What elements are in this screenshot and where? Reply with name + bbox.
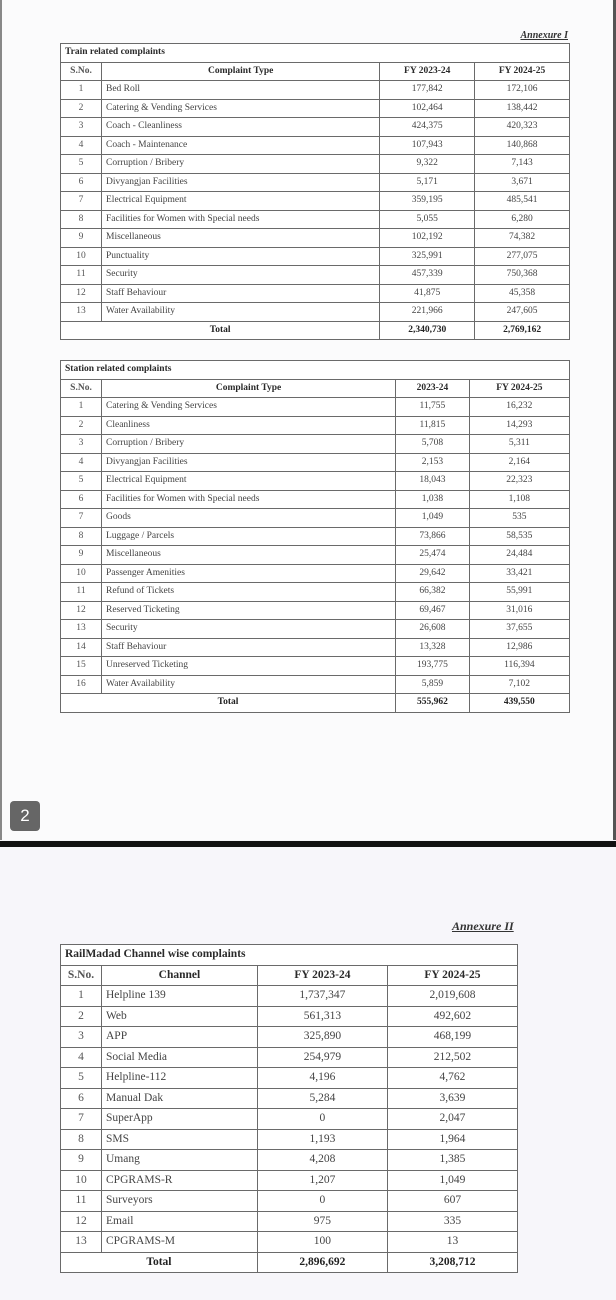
table-row bbox=[61, 435, 570, 454]
fy2023-24-cell: 1,049 bbox=[396, 509, 470, 528]
table-row bbox=[61, 546, 570, 565]
fy2024-25-cell: 1,385 bbox=[387, 1150, 517, 1171]
fy2023-24-cell: 13,328 bbox=[396, 638, 470, 657]
table-row bbox=[61, 155, 570, 174]
serial-number-cell: 11 bbox=[61, 266, 102, 285]
fy2023-24-cell: 359,195 bbox=[380, 192, 475, 211]
fy2023-24-cell: 26,608 bbox=[396, 620, 470, 639]
fy2024-25-cell: 750,368 bbox=[475, 266, 570, 285]
serial-number-cell: 16 bbox=[61, 675, 102, 694]
fy2024-25-cell: 2,047 bbox=[387, 1109, 517, 1130]
serial-number-cell: 13 bbox=[61, 1232, 102, 1253]
fy2024-25-cell: 31,016 bbox=[469, 601, 569, 620]
label-cell: Facilities for Women with Special needs bbox=[102, 490, 396, 509]
label-cell: Punctuality bbox=[102, 247, 380, 266]
serial-number-cell: 1 bbox=[61, 81, 102, 100]
table-row bbox=[61, 192, 570, 211]
fy2024-25-cell: 140,868 bbox=[475, 136, 570, 155]
serial-number-cell: 10 bbox=[61, 247, 102, 266]
table-row bbox=[61, 1170, 518, 1191]
table-header-row bbox=[61, 62, 570, 81]
label-cell: Unreserved Ticketing bbox=[102, 657, 396, 676]
fy2024-25-cell: 116,394 bbox=[469, 657, 569, 676]
column-header: Complaint Type bbox=[102, 62, 380, 81]
fy2023-24-cell: 102,464 bbox=[380, 99, 475, 118]
table-row bbox=[61, 1150, 518, 1171]
table-row bbox=[61, 638, 570, 657]
label-cell: Divyangjan Facilities bbox=[102, 453, 396, 472]
fy2023-24-cell: 1,737,347 bbox=[257, 986, 387, 1007]
fy2024-25-cell: 468,199 bbox=[387, 1027, 517, 1048]
serial-number-cell: 3 bbox=[61, 118, 102, 137]
fy2024-25-cell: 12,986 bbox=[469, 638, 569, 657]
fy2023-24-cell: 100 bbox=[257, 1232, 387, 1253]
table-row bbox=[61, 564, 570, 583]
serial-number-cell: 1 bbox=[61, 986, 102, 1007]
fy2023-24-cell: 5,055 bbox=[380, 210, 475, 229]
table-row bbox=[61, 1088, 518, 1109]
table-row bbox=[61, 1191, 518, 1212]
fy2024-25-cell: 7,143 bbox=[475, 155, 570, 174]
label-cell: Corruption / Bribery bbox=[102, 155, 380, 174]
fy2023-24-cell: 41,875 bbox=[380, 284, 475, 303]
fy2024-25-cell: 58,535 bbox=[469, 527, 569, 546]
fy2023-24-cell: 457,339 bbox=[380, 266, 475, 285]
serial-number-cell: 1 bbox=[61, 398, 102, 417]
serial-number-cell: 6 bbox=[61, 490, 102, 509]
label-cell: APP bbox=[102, 1027, 258, 1048]
serial-number-cell: 12 bbox=[61, 1211, 102, 1232]
column-header: FY 2023-24 bbox=[380, 62, 475, 81]
table-row bbox=[61, 601, 570, 620]
serial-number-cell: 2 bbox=[61, 1006, 102, 1027]
serial-number-cell: 4 bbox=[61, 136, 102, 155]
table-row bbox=[61, 416, 570, 435]
table-caption-row bbox=[61, 945, 518, 966]
total-fy2024-25: 439,550 bbox=[469, 694, 569, 713]
total-label: Total bbox=[61, 694, 396, 713]
fy2023-24-cell: 1,193 bbox=[257, 1129, 387, 1150]
table-row bbox=[61, 1109, 518, 1130]
table-row bbox=[61, 1129, 518, 1150]
table-caption: Station related complaints bbox=[61, 361, 570, 380]
serial-number-cell: 7 bbox=[61, 192, 102, 211]
label-cell: Catering & Vending Services bbox=[102, 99, 380, 118]
column-header: FY 2024-25 bbox=[469, 379, 569, 398]
table-row bbox=[61, 675, 570, 694]
label-cell: Staff Behaviour bbox=[102, 638, 396, 657]
label-cell: SMS bbox=[102, 1129, 258, 1150]
serial-number-cell: 13 bbox=[61, 620, 102, 639]
label-cell: Facilities for Women with Special needs bbox=[102, 210, 380, 229]
label-cell: Luggage / Parcels bbox=[102, 527, 396, 546]
fy2023-24-cell: 5,284 bbox=[257, 1088, 387, 1109]
fy2024-25-cell: 22,323 bbox=[469, 472, 569, 491]
label-cell: Corruption / Bribery bbox=[102, 435, 396, 454]
fy2024-25-cell: 172,106 bbox=[475, 81, 570, 100]
table-caption: Train related complaints bbox=[61, 44, 570, 63]
label-cell: Coach - Cleanliness bbox=[102, 118, 380, 137]
label-cell: CPGRAMS-R bbox=[102, 1170, 258, 1191]
label-cell: Water Availability bbox=[102, 675, 396, 694]
label-cell: CPGRAMS-M bbox=[102, 1232, 258, 1253]
label-cell: Web bbox=[102, 1006, 258, 1027]
fy2023-24-cell: 2,153 bbox=[396, 453, 470, 472]
fy2024-25-cell: 212,502 bbox=[387, 1047, 517, 1068]
table-header-row bbox=[61, 965, 518, 986]
serial-number-cell: 10 bbox=[61, 564, 102, 583]
table-row bbox=[61, 1232, 518, 1253]
fy2023-24-cell: 5,171 bbox=[380, 173, 475, 192]
fy2023-24-cell: 5,708 bbox=[396, 435, 470, 454]
serial-number-cell: 8 bbox=[61, 527, 102, 546]
fy2023-24-cell: 221,966 bbox=[380, 303, 475, 322]
fy2024-25-cell: 33,421 bbox=[469, 564, 569, 583]
serial-number-cell: 8 bbox=[61, 1129, 102, 1150]
fy2023-24-cell: 1,038 bbox=[396, 490, 470, 509]
fy2023-24-cell: 11,815 bbox=[396, 416, 470, 435]
fy2023-24-cell: 5,859 bbox=[396, 675, 470, 694]
table-row bbox=[61, 620, 570, 639]
serial-number-cell: 5 bbox=[61, 1068, 102, 1089]
table-row bbox=[61, 398, 570, 417]
total-row bbox=[61, 1252, 518, 1273]
serial-number-cell: 10 bbox=[61, 1170, 102, 1191]
fy2023-24-cell: 25,474 bbox=[396, 546, 470, 565]
total-fy2024-25: 2,769,162 bbox=[475, 321, 570, 340]
column-header: S.No. bbox=[61, 379, 102, 398]
label-cell: Coach - Maintenance bbox=[102, 136, 380, 155]
serial-number-cell: 3 bbox=[61, 435, 102, 454]
fy2023-24-cell: 325,890 bbox=[257, 1027, 387, 1048]
fy2024-25-cell: 55,991 bbox=[469, 583, 569, 602]
serial-number-cell: 9 bbox=[61, 546, 102, 565]
fy2024-25-cell: 138,442 bbox=[475, 99, 570, 118]
total-fy2023-24: 2,340,730 bbox=[380, 321, 475, 340]
column-header: Complaint Type bbox=[102, 379, 396, 398]
table-header-row bbox=[61, 379, 570, 398]
label-cell: Miscellaneous bbox=[102, 229, 380, 248]
column-header: FY 2024-25 bbox=[475, 62, 570, 81]
serial-number-cell: 9 bbox=[61, 1150, 102, 1171]
table-row bbox=[61, 490, 570, 509]
fy2023-24-cell: 325,991 bbox=[380, 247, 475, 266]
serial-number-cell: 4 bbox=[61, 453, 102, 472]
serial-number-cell: 11 bbox=[61, 1191, 102, 1212]
annexure-i-label: Annexure I bbox=[520, 30, 568, 41]
fy2024-25-cell: 74,382 bbox=[475, 229, 570, 248]
fy2024-25-cell: 2,019,608 bbox=[387, 986, 517, 1007]
column-header: Channel bbox=[102, 965, 258, 986]
fy2023-24-cell: 73,866 bbox=[396, 527, 470, 546]
fy2023-24-cell: 561,313 bbox=[257, 1006, 387, 1027]
label-cell: Electrical Equipment bbox=[102, 192, 380, 211]
serial-number-cell: 2 bbox=[61, 99, 102, 118]
serial-number-cell: 3 bbox=[61, 1027, 102, 1048]
fy2024-25-cell: 335 bbox=[387, 1211, 517, 1232]
fy2023-24-cell: 975 bbox=[257, 1211, 387, 1232]
label-cell: Reserved Ticketing bbox=[102, 601, 396, 620]
label-cell: Refund of Tickets bbox=[102, 583, 396, 602]
fy2023-24-cell: 9,322 bbox=[380, 155, 475, 174]
table-row bbox=[61, 527, 570, 546]
table-row bbox=[61, 247, 570, 266]
fy2024-25-cell: 13 bbox=[387, 1232, 517, 1253]
table-row bbox=[61, 453, 570, 472]
label-cell: Cleanliness bbox=[102, 416, 396, 435]
total-label: Total bbox=[61, 321, 380, 340]
serial-number-cell: 6 bbox=[61, 173, 102, 192]
fy2024-25-cell: 5,311 bbox=[469, 435, 569, 454]
serial-number-cell: 2 bbox=[61, 416, 102, 435]
fy2023-24-cell: 4,196 bbox=[257, 1068, 387, 1089]
table-row bbox=[61, 118, 570, 137]
fy2024-25-cell: 7,102 bbox=[469, 675, 569, 694]
fy2023-24-cell: 102,192 bbox=[380, 229, 475, 248]
table-row bbox=[61, 986, 518, 1007]
label-cell: Security bbox=[102, 266, 380, 285]
total-row bbox=[61, 694, 570, 713]
table-row bbox=[61, 284, 570, 303]
fy2024-25-cell: 420,323 bbox=[475, 118, 570, 137]
table-row bbox=[61, 173, 570, 192]
table-row bbox=[61, 81, 570, 100]
fy2024-25-cell: 277,075 bbox=[475, 247, 570, 266]
annexure-ii-label: Annexure II bbox=[452, 919, 514, 933]
table-row bbox=[61, 303, 570, 322]
fy2023-24-cell: 177,842 bbox=[380, 81, 475, 100]
serial-number-cell: 11 bbox=[61, 583, 102, 602]
label-cell: Helpline-112 bbox=[102, 1068, 258, 1089]
fy2024-25-cell: 2,164 bbox=[469, 453, 569, 472]
fy2024-25-cell: 3,639 bbox=[387, 1088, 517, 1109]
page-number-badge: 2 bbox=[10, 801, 40, 831]
fy2024-25-cell: 37,655 bbox=[469, 620, 569, 639]
column-header: S.No. bbox=[61, 62, 102, 81]
label-cell: Miscellaneous bbox=[102, 546, 396, 565]
total-label: Total bbox=[61, 1252, 258, 1273]
label-cell: Surveyors bbox=[102, 1191, 258, 1212]
fy2023-24-cell: 424,375 bbox=[380, 118, 475, 137]
label-cell: Electrical Equipment bbox=[102, 472, 396, 491]
serial-number-cell: 13 bbox=[61, 303, 102, 322]
table-row bbox=[61, 210, 570, 229]
table-row bbox=[61, 472, 570, 491]
label-cell: Helpline 139 bbox=[102, 986, 258, 1007]
table-row bbox=[61, 229, 570, 248]
serial-number-cell: 6 bbox=[61, 1088, 102, 1109]
table-row bbox=[61, 1047, 518, 1068]
total-fy2023-24: 2,896,692 bbox=[257, 1252, 387, 1273]
serial-number-cell: 4 bbox=[61, 1047, 102, 1068]
fy2024-25-cell: 247,605 bbox=[475, 303, 570, 322]
fy2023-24-cell: 29,642 bbox=[396, 564, 470, 583]
fy2023-24-cell: 11,755 bbox=[396, 398, 470, 417]
total-fy2023-24: 555,962 bbox=[396, 694, 470, 713]
fy2024-25-cell: 607 bbox=[387, 1191, 517, 1212]
fy2024-25-cell: 14,293 bbox=[469, 416, 569, 435]
table-row bbox=[61, 583, 570, 602]
fy2023-24-cell: 66,382 bbox=[396, 583, 470, 602]
table-row bbox=[61, 1006, 518, 1027]
label-cell: Catering & Vending Services bbox=[102, 398, 396, 417]
fy2023-24-cell: 0 bbox=[257, 1109, 387, 1130]
serial-number-cell: 12 bbox=[61, 601, 102, 620]
serial-number-cell: 14 bbox=[61, 638, 102, 657]
table-row bbox=[61, 1068, 518, 1089]
label-cell: Water Availability bbox=[102, 303, 380, 322]
column-header: FY 2023-24 bbox=[257, 965, 387, 986]
table-row bbox=[61, 657, 570, 676]
fy2024-25-cell: 535 bbox=[469, 509, 569, 528]
label-cell: Bed Roll bbox=[102, 81, 380, 100]
serial-number-cell: 15 bbox=[61, 657, 102, 676]
table-row bbox=[61, 266, 570, 285]
fy2023-24-cell: 193,775 bbox=[396, 657, 470, 676]
column-header: 2023-24 bbox=[396, 379, 470, 398]
serial-number-cell: 8 bbox=[61, 210, 102, 229]
fy2024-25-cell: 492,602 bbox=[387, 1006, 517, 1027]
label-cell: SuperApp bbox=[102, 1109, 258, 1130]
serial-number-cell: 9 bbox=[61, 229, 102, 248]
serial-number-cell: 5 bbox=[61, 155, 102, 174]
table-caption: RailMadad Channel wise complaints bbox=[61, 945, 518, 966]
table-row bbox=[61, 99, 570, 118]
column-header: FY 2024-25 bbox=[387, 965, 517, 986]
fy2023-24-cell: 1,207 bbox=[257, 1170, 387, 1191]
station-complaints-table bbox=[60, 360, 570, 713]
label-cell: Security bbox=[102, 620, 396, 639]
fy2023-24-cell: 4,208 bbox=[257, 1150, 387, 1171]
label-cell: Divyangjan Facilities bbox=[102, 173, 380, 192]
fy2023-24-cell: 18,043 bbox=[396, 472, 470, 491]
table-row bbox=[61, 509, 570, 528]
fy2023-24-cell: 0 bbox=[257, 1191, 387, 1212]
total-fy2024-25: 3,208,712 bbox=[387, 1252, 517, 1273]
label-cell: Email bbox=[102, 1211, 258, 1232]
channel-complaints-table bbox=[60, 944, 518, 1273]
serial-number-cell: 7 bbox=[61, 1109, 102, 1130]
fy2024-25-cell: 4,762 bbox=[387, 1068, 517, 1089]
label-cell: Staff Behaviour bbox=[102, 284, 380, 303]
serial-number-cell: 7 bbox=[61, 509, 102, 528]
table-row bbox=[61, 136, 570, 155]
label-cell: Passenger Amenities bbox=[102, 564, 396, 583]
fy2024-25-cell: 1,049 bbox=[387, 1170, 517, 1191]
table-row bbox=[61, 1211, 518, 1232]
fy2023-24-cell: 69,467 bbox=[396, 601, 470, 620]
table-caption-row bbox=[61, 361, 570, 380]
fy2024-25-cell: 1,108 bbox=[469, 490, 569, 509]
label-cell: Umang bbox=[102, 1150, 258, 1171]
label-cell: Goods bbox=[102, 509, 396, 528]
table-row bbox=[61, 1027, 518, 1048]
serial-number-cell: 5 bbox=[61, 472, 102, 491]
label-cell: Manual Dak bbox=[102, 1088, 258, 1109]
fy2024-25-cell: 16,232 bbox=[469, 398, 569, 417]
label-cell: Social Media bbox=[102, 1047, 258, 1068]
fy2024-25-cell: 45,358 bbox=[475, 284, 570, 303]
fy2024-25-cell: 485,541 bbox=[475, 192, 570, 211]
train-complaints-table bbox=[60, 43, 570, 340]
fy2024-25-cell: 1,964 bbox=[387, 1129, 517, 1150]
total-row bbox=[61, 321, 570, 340]
fy2023-24-cell: 107,943 bbox=[380, 136, 475, 155]
fy2023-24-cell: 254,979 bbox=[257, 1047, 387, 1068]
fy2024-25-cell: 6,280 bbox=[475, 210, 570, 229]
fy2024-25-cell: 3,671 bbox=[475, 173, 570, 192]
serial-number-cell: 12 bbox=[61, 284, 102, 303]
column-header: S.No. bbox=[61, 965, 102, 986]
fy2024-25-cell: 24,484 bbox=[469, 546, 569, 565]
table-caption-row bbox=[61, 44, 570, 63]
